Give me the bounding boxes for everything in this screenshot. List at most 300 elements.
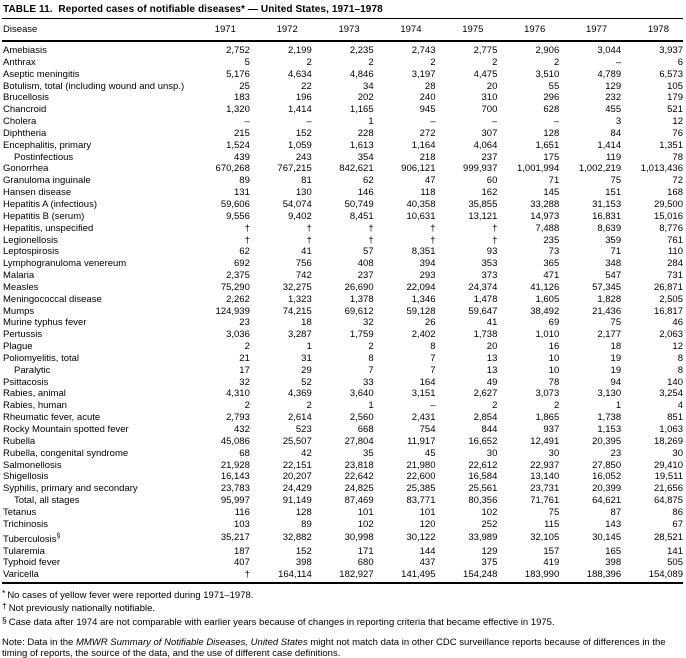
column-header-1973: 1973 (312, 19, 374, 41)
value-cell-1972: 32,882 (282, 532, 312, 544)
disease-label: Cholera (3, 116, 37, 128)
table-row (2, 436, 683, 448)
value-cell-1978: 28,521 (653, 532, 683, 544)
value-cell-1975: 310 (481, 92, 498, 104)
value-cell-1973: 354 (357, 151, 374, 163)
table-row (2, 282, 683, 294)
table-row (2, 507, 683, 519)
value-cell-1973: 34 (363, 80, 374, 92)
value-cell-1974: 144 (419, 545, 436, 557)
value-cell-1978: 8 (677, 352, 683, 364)
table-row (2, 211, 683, 223)
value-cell-1972: 29 (301, 364, 312, 376)
value-cell-1971: 3,036 (226, 329, 250, 341)
value-cell-1974: 118 (420, 187, 436, 199)
value-cell-1975: 35,855 (468, 198, 498, 210)
value-cell-1975: 20 (486, 80, 498, 92)
value-cell-1972: 128 (295, 506, 312, 518)
value-cell-1974: 26 (424, 317, 436, 329)
table-header-row (2, 19, 683, 41)
value-cell-1972: 742 (295, 270, 312, 282)
value-cell-1974: 10,631 (406, 210, 436, 222)
value-cell-1977: 64,621 (592, 495, 622, 507)
disease-label: Brucellosis (3, 92, 49, 104)
value-cell-1974: 7 (430, 364, 436, 376)
value-cell-1971: 131 (234, 187, 250, 199)
table-row (2, 519, 683, 531)
value-cell-1973: 182,927 (312, 569, 374, 583)
value-cell-1976: 3,510 (535, 68, 560, 80)
value-cell-1977: 119 (605, 151, 622, 163)
value-cell-1971: 670,268 (215, 163, 250, 175)
value-cell-1974: 22,094 (406, 281, 436, 293)
value-cell-1976: 296 (543, 92, 560, 104)
value-cell-1972: 1,323 (287, 293, 312, 305)
value-cell-1976: 38,492 (530, 305, 560, 317)
value-cell-1975: 2,775 (473, 45, 498, 56)
value-cell-1973: 2 (368, 56, 374, 68)
value-cell-1972: 31 (301, 352, 312, 364)
value-cell-1972: 1,059 (287, 139, 312, 151)
value-cell-1971: 17 (239, 364, 250, 376)
value-cell-1972: 1 (306, 341, 312, 353)
table-row (2, 270, 683, 282)
value-cell-1974: 293 (419, 270, 436, 282)
value-cell-1971: 432 (234, 424, 250, 435)
value-cell-1976: 30 (548, 447, 560, 459)
table-row (2, 57, 683, 69)
value-cell-1978: 179 (667, 92, 683, 104)
value-cell-1971: 21,928 (220, 459, 250, 471)
value-cell-1973: 171 (357, 545, 374, 557)
footnote-marker: § (2, 614, 7, 625)
value-cell-1977: 8,639 (597, 222, 622, 234)
value-cell-1976: 10 (548, 352, 560, 364)
disease-label: Aseptic meningitis (3, 68, 80, 80)
value-cell-1971: † (244, 234, 250, 246)
value-cell-1973: 668 (357, 424, 374, 435)
value-cell-1974: 7 (430, 352, 436, 364)
value-cell-1972: 24,429 (282, 483, 312, 495)
value-cell-1975: 1,478 (473, 293, 498, 305)
value-cell-1977: 75 (610, 175, 622, 187)
value-cell-1978: 731 (667, 270, 683, 282)
value-cell-1971: 4,310 (226, 388, 250, 400)
value-cell-1974: 3,197 (411, 68, 436, 80)
value-cell-1973: † (368, 234, 374, 246)
value-cell-1978: 64,875 (653, 495, 683, 507)
value-cell-1975: † (492, 222, 498, 234)
value-cell-1973: 7 (368, 364, 374, 376)
disease-label: Botulism, total (including wound and unsp.) (3, 80, 185, 92)
value-cell-1974: 47 (424, 175, 436, 187)
value-cell-1974: 8,351 (411, 246, 436, 258)
value-cell-1976: 78 (548, 376, 560, 388)
value-cell-1974: 120 (419, 518, 436, 530)
value-cell-1976: 128 (543, 127, 560, 139)
disease-label: Meningococcal disease (3, 293, 102, 305)
value-cell-1976: 33,288 (530, 198, 560, 210)
value-cell-1975: 60 (486, 175, 498, 187)
value-cell-1977: 21,436 (592, 305, 622, 317)
value-cell-1976: 41,126 (530, 281, 560, 293)
value-cell-1978: 8 (677, 364, 683, 376)
value-cell-1971: † (188, 569, 250, 583)
value-cell-1977: 151 (605, 187, 622, 199)
column-header-1971: 1971 (188, 19, 250, 41)
value-cell-1977: – (615, 56, 622, 68)
value-cell-1974: 437 (419, 557, 436, 569)
value-cell-1975: 13 (486, 352, 498, 364)
value-cell-1973: 1 (368, 116, 374, 128)
disease-label: Typhoid fever (3, 557, 61, 569)
footnote (2, 615, 683, 628)
value-cell-1977: 27,850 (592, 459, 622, 471)
value-cell-1971: 89 (239, 175, 250, 187)
value-cell-1974: 22,600 (406, 471, 436, 483)
value-cell-1974: 164 (419, 376, 436, 388)
value-cell-1971: 103 (234, 518, 250, 530)
value-cell-1975: 93 (486, 246, 498, 258)
value-cell-1973: 842,621 (339, 163, 374, 175)
value-cell-1978: 6,573 (659, 68, 683, 80)
value-cell-1977: 94 (610, 376, 622, 388)
value-cell-1971: 1,320 (226, 104, 250, 116)
value-cell-1974: † (430, 234, 436, 246)
value-cell-1978: 521 (667, 104, 683, 116)
value-cell-1976: 937 (543, 424, 560, 435)
value-cell-1973: 101 (357, 506, 374, 518)
value-cell-1971: 45,086 (220, 435, 250, 447)
value-cell-1975: 307 (481, 127, 498, 139)
value-cell-1976: 2 (553, 56, 560, 68)
column-header-1978: 1978 (621, 19, 683, 41)
value-cell-1975: 24,374 (468, 281, 498, 293)
footnote-text: Not previously nationally notifiable. (8, 603, 156, 615)
value-cell-1973: 22,642 (344, 471, 374, 483)
value-cell-1972: 152 (295, 127, 312, 139)
value-cell-1974: 8 (430, 341, 436, 353)
value-cell-1976: 1,010 (535, 329, 560, 341)
value-cell-1973: 23,818 (344, 459, 374, 471)
value-cell-1973: 4,846 (349, 68, 374, 80)
table-row (2, 448, 683, 460)
value-cell-1971: 2,752 (226, 45, 250, 56)
value-cell-1972: 25,507 (282, 435, 312, 447)
disease-label: Syphilis, primary and secondary (3, 483, 138, 495)
value-cell-1976: 55 (548, 80, 560, 92)
value-cell-1978: 505 (667, 557, 683, 569)
value-cell-1975: 999,937 (463, 163, 498, 175)
table-row (2, 353, 683, 365)
value-cell-1977: 75 (610, 317, 622, 329)
value-cell-1971: 439 (234, 151, 250, 163)
value-cell-1973: 33 (363, 376, 374, 388)
value-cell-1978: 141 (667, 545, 683, 557)
value-cell-1977: 348 (605, 258, 622, 270)
value-cell-1973: 1,378 (349, 293, 374, 305)
disease-label: Hepatitis A (infectious) (3, 198, 97, 210)
value-cell-1974: 2 (430, 56, 436, 68)
column-header-1976: 1976 (497, 19, 559, 41)
value-cell-1978: 21,656 (653, 483, 683, 495)
value-cell-1975: 2,854 (473, 412, 498, 424)
table-row (2, 460, 683, 472)
footnote-text: No cases of yellow fever were reported during 1971–1978. (7, 590, 254, 602)
value-cell-1976: 12,491 (530, 435, 560, 447)
value-cell-1975: 2,627 (473, 388, 498, 400)
table-row (2, 140, 683, 152)
value-cell-1972: 4,634 (287, 68, 312, 80)
value-cell-1976: 2 (553, 400, 560, 412)
value-cell-1976: 3,073 (535, 388, 560, 400)
value-cell-1976: 145 (543, 187, 560, 199)
value-cell-1977: 84 (610, 127, 622, 139)
table-row (2, 531, 683, 546)
value-cell-1976: 2,906 (535, 45, 560, 56)
value-cell-1976: 628 (543, 104, 560, 116)
value-cell-1976: 71,761 (530, 495, 560, 507)
value-cell-1973: 57 (363, 246, 374, 258)
value-cell-1975: 373 (481, 270, 498, 282)
value-cell-1977: 19 (610, 352, 622, 364)
value-cell-1971: 23,783 (220, 483, 250, 495)
value-cell-1972: 22 (301, 80, 312, 92)
disease-label: Varicella (2, 569, 188, 583)
disease-label: Gonorrhea (3, 163, 49, 175)
value-cell-1977: 19 (610, 364, 622, 376)
disease-label: Diphtheria (3, 127, 47, 139)
value-cell-1977: 188,396 (559, 569, 621, 583)
value-cell-1972: 164,114 (250, 569, 312, 583)
disease-label: Anthrax (3, 56, 36, 68)
disease-label: Measles (3, 281, 39, 293)
value-cell-1971: 183 (234, 92, 250, 104)
value-cell-1972: 20,207 (282, 471, 312, 483)
table-row (2, 258, 683, 270)
disease-label: Hepatitis B (serum) (3, 210, 85, 222)
table-row (2, 175, 683, 187)
value-cell-1978: 110 (667, 246, 683, 258)
value-cell-1975: 22,612 (468, 459, 498, 471)
value-cell-1977: 455 (605, 104, 622, 116)
value-cell-1972: 54,074 (282, 198, 312, 210)
value-cell-1974: 25,385 (406, 483, 436, 495)
disease-label: Tetanus (3, 506, 37, 518)
disease-label: Shigellosis (3, 471, 49, 483)
value-cell-1976: 419 (543, 557, 560, 569)
value-cell-1974: 218 (419, 151, 436, 163)
value-cell-1978: 15,016 (653, 210, 683, 222)
value-cell-1978: 154,089 (621, 569, 683, 583)
value-cell-1971: † (244, 222, 250, 234)
footnote-text: Case data after 1974 are not comparable with earlier years because of changes in reporting criteria that became effective in 1975. (8, 616, 555, 628)
value-cell-1975: 353 (481, 258, 498, 270)
value-cell-1978: 284 (667, 258, 683, 270)
table-row (2, 116, 683, 128)
value-cell-1973: 30,998 (344, 532, 374, 544)
value-cell-1973: 680 (357, 557, 374, 569)
value-cell-1977: 129 (605, 80, 622, 92)
value-cell-1975: 25,561 (468, 483, 498, 495)
disease-label: Hepatitis, unspecified (3, 222, 94, 234)
disease-label: Granuloma inguinale (3, 175, 91, 187)
note-prefix: Note: Data in the (2, 636, 76, 648)
value-cell-1977: 359 (605, 234, 622, 246)
value-cell-1977: 20,399 (592, 483, 622, 495)
value-cell-1973: 24,825 (344, 483, 374, 495)
table-row (2, 471, 683, 483)
disease-label: Tuberculosis§ (3, 532, 61, 545)
disease-label: Rabies, human (3, 400, 67, 412)
value-cell-1973: 146 (357, 187, 374, 199)
table-row (2, 294, 683, 306)
value-cell-1976: 32,105 (530, 532, 560, 544)
disease-label: Chancroid (3, 104, 47, 116)
value-cell-1978: 8,776 (659, 222, 683, 234)
value-cell-1974: 141,495 (374, 569, 436, 583)
value-cell-1977: 30,145 (592, 532, 622, 544)
table-row (2, 128, 683, 140)
value-cell-1976: 22,937 (530, 459, 560, 471)
value-cell-1974: – (430, 116, 436, 128)
value-cell-1977: 547 (605, 270, 622, 282)
value-cell-1972: 18 (301, 317, 312, 329)
value-cell-1975: 16,584 (468, 471, 498, 483)
table-row (2, 69, 683, 81)
table-row (2, 223, 683, 235)
table-row (2, 152, 683, 164)
value-cell-1975: 700 (481, 104, 498, 116)
value-cell-1971: 32 (239, 376, 250, 388)
value-cell-1972: 756 (295, 258, 312, 270)
value-cell-1971: – (244, 116, 250, 128)
value-cell-1976: 235 (543, 234, 560, 246)
value-cell-1975: 33,989 (468, 532, 498, 544)
value-cell-1974: 2,402 (411, 329, 436, 341)
table-row (2, 412, 683, 424)
value-cell-1974: 906,121 (401, 163, 436, 175)
value-cell-1975: 20 (486, 341, 498, 353)
value-cell-1975: – (492, 116, 498, 128)
table-row (2, 246, 683, 258)
table-row (2, 400, 683, 412)
value-cell-1978: 140 (667, 376, 683, 388)
value-cell-1971: 2,375 (226, 270, 250, 282)
value-cell-1971: 407 (234, 557, 250, 569)
value-cell-1972: 2 (306, 56, 312, 68)
column-header-1974: 1974 (374, 19, 436, 41)
footnote (2, 601, 683, 614)
disease-label: Rabies, animal (3, 388, 66, 400)
value-cell-1973: 69,612 (344, 305, 374, 317)
value-cell-1973: 2,235 (349, 45, 374, 56)
value-cell-1973: 35 (363, 447, 374, 459)
value-cell-1972: 152 (295, 545, 312, 557)
footnote (2, 588, 683, 601)
value-cell-1971: 95,997 (220, 495, 250, 507)
value-cell-1974: 59,128 (406, 305, 436, 317)
value-cell-1971: 23 (239, 317, 250, 329)
value-cell-1975: 2 (492, 400, 498, 412)
value-cell-1976: 14,973 (530, 210, 560, 222)
value-cell-1976: 13,140 (530, 471, 560, 483)
value-cell-1971: 187 (234, 545, 250, 557)
value-cell-1977: 31,153 (592, 198, 622, 210)
value-cell-1973: 1 (368, 400, 374, 412)
table-row (2, 163, 683, 175)
value-cell-1976: 1,001,994 (516, 163, 560, 175)
table-row (2, 92, 683, 104)
value-cell-1978: 2,505 (659, 293, 683, 305)
value-cell-1971: 25 (239, 80, 250, 92)
value-cell-1972: – (306, 116, 312, 128)
value-cell-1972: 523 (295, 424, 312, 435)
table-row (2, 104, 683, 116)
value-cell-1973: 202 (357, 92, 374, 104)
value-cell-1971: 692 (234, 258, 250, 270)
value-cell-1975: 80,356 (468, 495, 498, 507)
value-cell-1976: 365 (543, 258, 560, 270)
table-row (2, 569, 683, 583)
value-cell-1977: 3,130 (597, 388, 622, 400)
value-cell-1972: 4,369 (287, 388, 312, 400)
disease-label: Legionellosis (3, 234, 58, 246)
disease-label: Psittacosis (3, 376, 49, 388)
diseases-table (2, 19, 683, 584)
value-cell-1974: 1,164 (411, 139, 436, 151)
value-cell-1977: 398 (605, 557, 622, 569)
value-cell-1971: 2 (244, 341, 250, 353)
table-title: TABLE 11. Reported cases of notifiable diseases* — United States, 1971–1978 (2, 2, 683, 19)
value-cell-1978: 1,063 (659, 424, 683, 435)
value-cell-1973: † (368, 222, 374, 234)
disease-label: Rheumatic fever, acute (3, 412, 101, 424)
table-row (2, 557, 683, 569)
disease-label: Plague (3, 341, 33, 353)
value-cell-1972: 32,275 (282, 281, 312, 293)
value-cell-1974: 21,980 (406, 459, 436, 471)
table-row (2, 329, 683, 341)
table-row (2, 365, 683, 377)
value-cell-1975: 30 (486, 447, 498, 459)
value-cell-1972: 2,199 (287, 45, 312, 56)
value-cell-1972: † (306, 222, 312, 234)
table-row (2, 495, 683, 507)
value-cell-1976: 23,731 (530, 483, 560, 495)
value-cell-1978: 12 (672, 116, 683, 128)
value-cell-1978: 26,871 (653, 281, 683, 293)
value-cell-1974: – (430, 400, 436, 412)
value-cell-1978: 3,254 (659, 388, 683, 400)
value-cell-1977: 1,414 (597, 139, 622, 151)
value-cell-1978: 86 (672, 506, 683, 518)
value-cell-1974: 3,151 (411, 388, 436, 400)
value-cell-1976: 157 (543, 545, 560, 557)
value-cell-1973: 1,165 (349, 104, 374, 116)
value-cell-1974: 30,122 (406, 532, 436, 544)
table-row (2, 81, 683, 93)
value-cell-1974: 45 (424, 447, 436, 459)
value-cell-1978: 72 (672, 175, 683, 187)
value-cell-1976: 1,865 (535, 412, 560, 424)
value-cell-1975: 16,652 (468, 435, 498, 447)
disease-label: Salmonellosis (3, 459, 62, 471)
value-cell-1978: 4 (677, 400, 683, 412)
value-cell-1977: 1 (615, 400, 622, 412)
value-cell-1971: 9,556 (226, 210, 250, 222)
value-cell-1975: 49 (486, 376, 498, 388)
